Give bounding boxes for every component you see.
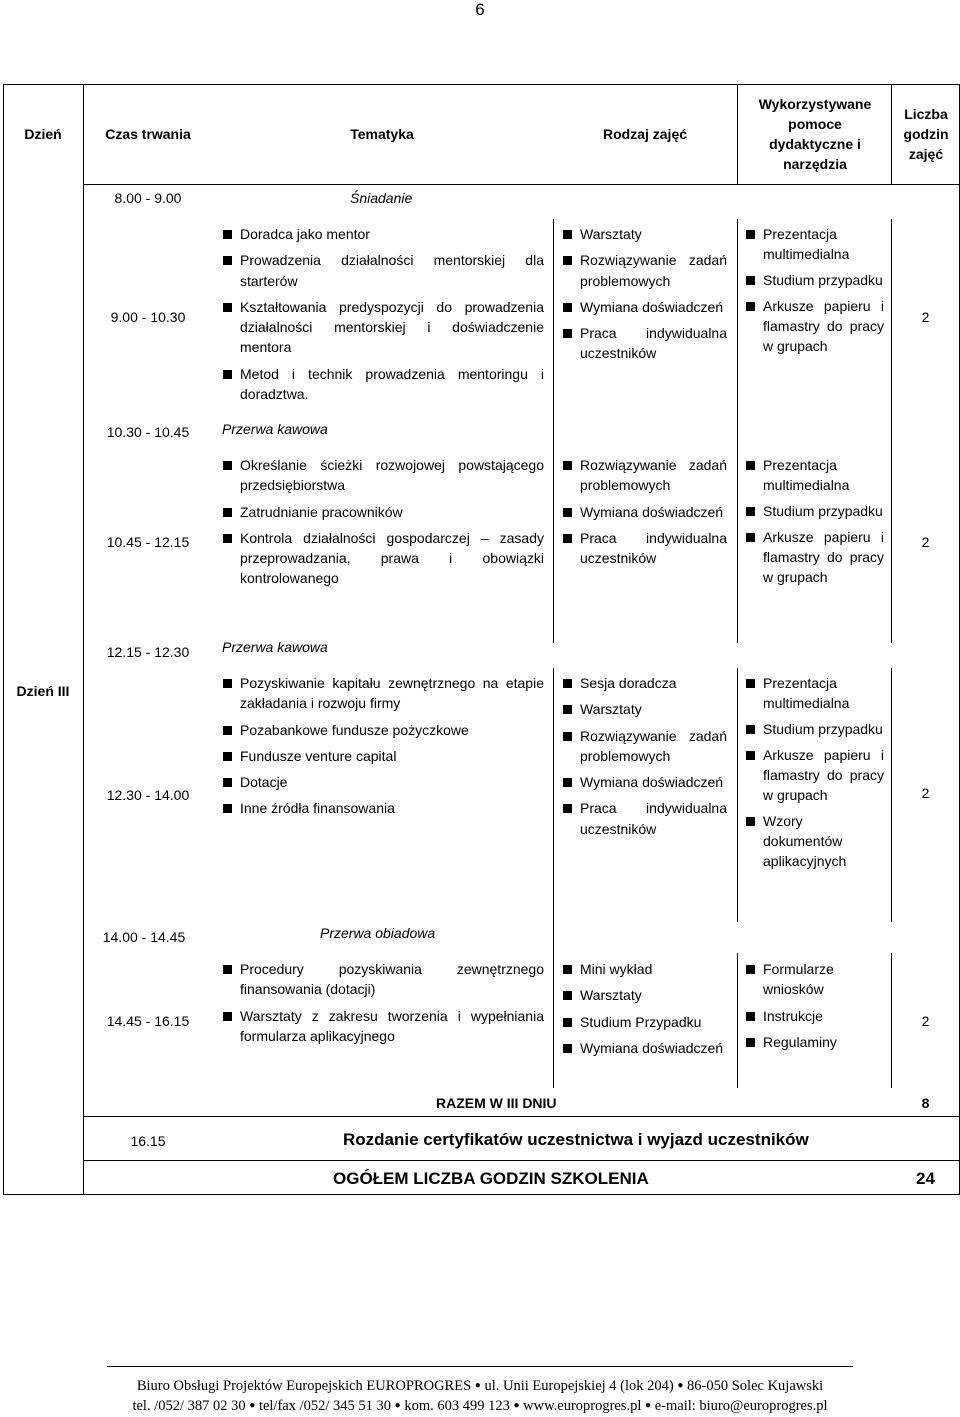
session3-hours: 2 xyxy=(921,785,930,801)
list-item: Określanie ścieżki rozwojowej powstającego przedsiębiorstwa xyxy=(221,455,544,496)
list-item: Arkusze papieru i flamastry do pracy w grupach xyxy=(744,296,884,356)
header-duration: Czas trwania xyxy=(105,126,191,142)
list-item: Doradca jako mentor xyxy=(221,224,544,244)
list-item: Prezentacja multimedialna xyxy=(744,224,884,264)
break2-label: Przerwa kawowa xyxy=(222,639,328,655)
list-item: Kontrola działalności gospodarczej – zasady przeprowadzania, prawa i obowiązki kontrolowanego xyxy=(221,528,544,589)
list-item: Prezentacja multimedialna xyxy=(744,455,884,495)
list-item: Warsztaty xyxy=(561,985,727,1005)
list-item: Prezentacja multimedialna xyxy=(744,673,884,713)
session4-time: 14.45 - 16.15 xyxy=(106,1013,190,1029)
lunch-label: Przerwa obiadowa xyxy=(320,925,436,941)
session1-topics xyxy=(221,224,544,410)
day-total-label: RAZEM W III DNIU xyxy=(436,1095,557,1111)
grand-total-label: OGÓŁEM LICZBA GODZIN SZKOLENIA xyxy=(333,1169,649,1188)
list-item: Pozabankowe fundusze pożyczkowe xyxy=(221,720,544,740)
session2-hours: 2 xyxy=(921,534,930,550)
list-item: Wymiana doświadczeń xyxy=(561,297,727,317)
list-item: Studium Przypadku xyxy=(561,1012,727,1032)
session1-types xyxy=(561,224,727,370)
list-item: Procedury pozyskiwania zewnętrznego finansowania (dotacji) xyxy=(221,959,544,1000)
closing-label: Rozdanie certyfikatów uczestnictwa i wyjazd uczestników xyxy=(343,1130,809,1149)
list-item: Regulaminy xyxy=(744,1032,884,1052)
list-item: Warsztaty xyxy=(561,224,727,244)
footer-tel: tel. /052/ 387 02 30 xyxy=(132,1398,246,1414)
closing-time: 16.15 xyxy=(130,1133,166,1149)
list-item: Prowadzenia działalności mentorskiej dla starterów xyxy=(221,250,544,291)
list-item: Wymiana doświadczeń xyxy=(561,1038,727,1058)
session3-aids xyxy=(744,673,884,877)
footer-city: 86-050 Solec Kujawski xyxy=(687,1378,824,1394)
list-item: Praca indywidualna uczestników xyxy=(561,798,727,839)
header-aids: Wykorzystywane pomoce dydaktyczne i narzędzia xyxy=(758,96,872,172)
header-hours: Liczba godzin zajęć xyxy=(903,106,949,162)
list-item: Praca indywidualna uczestników xyxy=(561,323,727,364)
day-label: Dzień III xyxy=(16,683,70,699)
session4-types xyxy=(561,959,727,1064)
list-item: Formularze wniosków xyxy=(744,959,884,1000)
header-day: Dzień xyxy=(24,126,62,142)
session2-topics xyxy=(221,455,544,595)
list-item: Wzory dokumentów aplikacyjnych xyxy=(744,811,884,871)
header-class-type: Rodzaj zajęć xyxy=(602,126,688,142)
list-item: Zatrudnianie pracowników xyxy=(221,502,544,522)
session4-topics xyxy=(221,959,544,1052)
breakfast-label: Śniadanie xyxy=(350,190,413,206)
list-item: Studium przypadku xyxy=(744,719,884,739)
breakfast-time: 8.00 - 9.00 xyxy=(114,190,182,206)
list-item: Praca indywidualna uczestników xyxy=(561,528,727,569)
footer-line-2: tel. /052/ 387 02 30 ● tel/fax /052/ 345 51 30 ● kom. 603 499 123 ● www.europrogres.pl ● e-mail: biuro@europrogres.pl xyxy=(132,1398,828,1414)
session1-hours: 2 xyxy=(921,309,930,325)
list-item: Warsztaty z zakresu tworzenia i wypełniania formularza aplikacyjnego xyxy=(221,1006,544,1047)
session2-aids xyxy=(744,455,884,593)
header-topic: Tematyka xyxy=(350,126,414,142)
grand-total-value: 24 xyxy=(916,1169,935,1188)
list-item: Metod i technik prowadzenia mentoringu i doradztwa. xyxy=(221,364,544,405)
list-item: Inne źródła finansowania xyxy=(221,798,544,818)
footer-website: www.europrogres.pl xyxy=(523,1398,642,1414)
footer-street: ul. Unii Europejskiej 4 (lok 204) xyxy=(484,1378,674,1394)
list-item: Dotacje xyxy=(221,772,544,792)
list-item: Instrukcje xyxy=(744,1006,884,1026)
session1-aids xyxy=(744,224,884,362)
list-item: Pozyskiwanie kapitału zewnętrznego na etapie zakładania i rozwoju firmy xyxy=(221,673,544,714)
list-item: Kształtowania predyspozycji do prowadzenia działalności mentorskiej i doświadczenie mentora xyxy=(221,297,544,358)
session2-time: 10.45 - 12.15 xyxy=(106,534,190,550)
footer-line-1: Biuro Obsługi Projektów Europejskich EUROPROGRES ● ul. Unii Europejskiej 4 (lok 204) ● 86-050 Solec Kujawski xyxy=(136,1378,824,1394)
session2-types xyxy=(561,455,727,574)
lunch-time: 14.00 - 14.45 xyxy=(102,929,186,945)
list-item: Warsztaty xyxy=(561,699,727,719)
list-item: Arkusze papieru i flamastry do pracy w grupach xyxy=(744,527,884,587)
list-item: Wymiana doświadczeń xyxy=(561,502,727,522)
page-number: 6 xyxy=(475,0,485,19)
session1-time: 9.00 - 10.30 xyxy=(110,309,186,325)
list-item: Rozwiązywanie zadań problemowych xyxy=(561,726,727,767)
break1-label: Przerwa kawowa xyxy=(222,421,328,437)
footer-company: Biuro Obsługi Projektów Europejskich EUROPROGRES xyxy=(136,1378,472,1394)
session3-time: 12.30 - 14.00 xyxy=(106,787,190,803)
list-item: Wymiana doświadczeń xyxy=(561,772,727,792)
break2-time: 12.15 - 12.30 xyxy=(106,644,190,660)
footer-email: e-mail: biuro@europrogres.pl xyxy=(654,1398,828,1414)
break1-time: 10.30 - 10.45 xyxy=(106,424,190,440)
footer-mobile: kom. 603 499 123 xyxy=(404,1398,510,1414)
day-total-value: 8 xyxy=(921,1095,930,1111)
list-item: Studium przypadku xyxy=(744,270,884,290)
session3-topics xyxy=(221,673,544,825)
list-item: Sesja doradcza xyxy=(561,673,727,693)
list-item: Arkusze papieru i flamastry do pracy w grupach xyxy=(744,745,884,805)
session3-types xyxy=(561,673,727,845)
list-item: Mini wykład xyxy=(561,959,727,979)
session4-aids xyxy=(744,959,884,1058)
list-item: Studium przypadku xyxy=(744,501,884,521)
list-item: Fundusze venture capital xyxy=(221,746,544,766)
list-item: Rozwiązywanie zadań problemowych xyxy=(561,250,727,291)
session4-hours: 2 xyxy=(921,1013,930,1029)
footer-fax: tel/fax /052/ 345 51 30 xyxy=(258,1398,392,1414)
list-item: Rozwiązywanie zadań problemowych xyxy=(561,455,727,496)
